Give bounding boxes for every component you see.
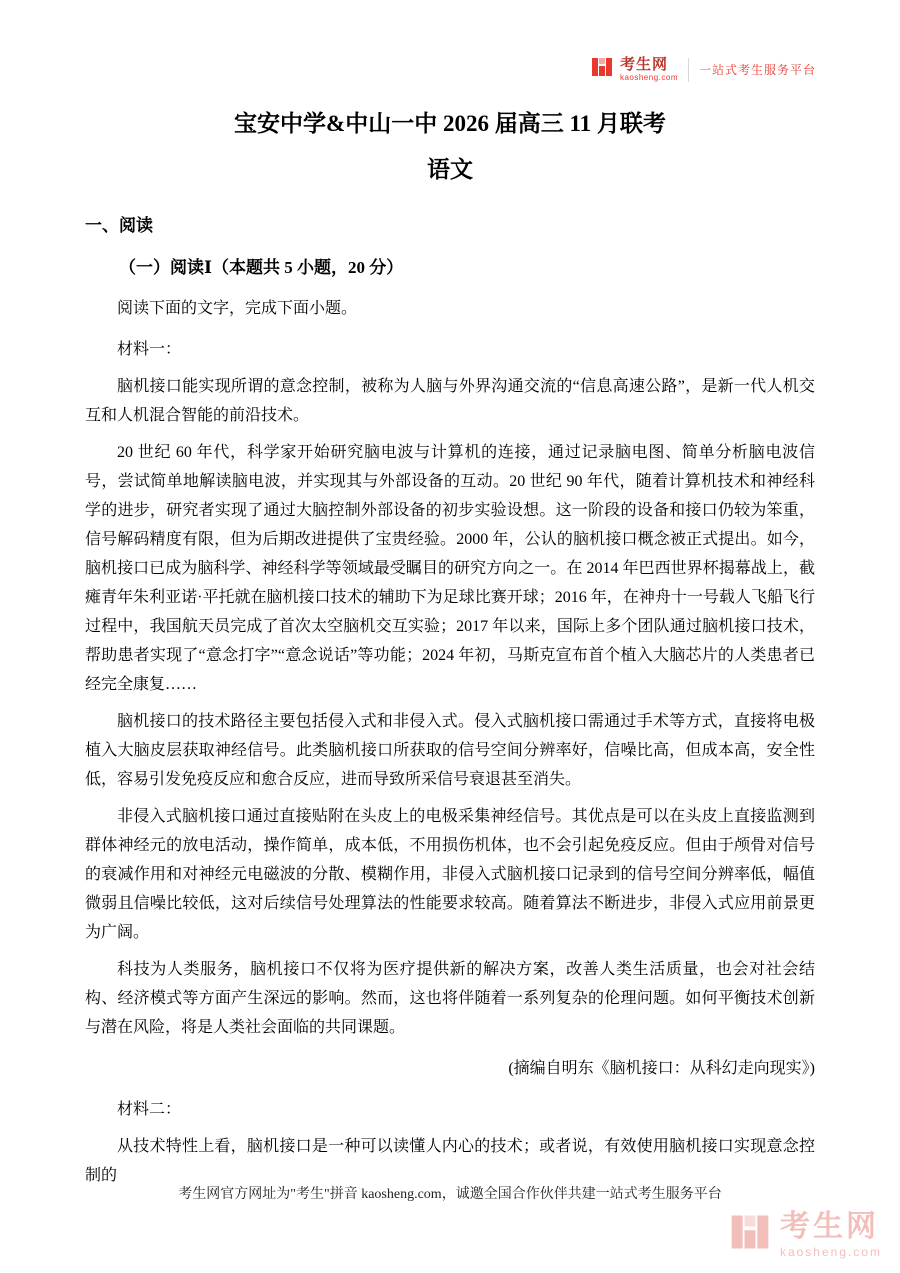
material-1-paragraph-2: 20 世纪 60 年代，科学家开始研究脑电波与计算机的连接，通过记录脑电图、简单分析脑电波信号，尝试简单地解读脑电波，并实现其与外部设备的互动。20 世纪 90 年代，随着计算机技术和神经科学的进步，研究者实现了通过大脑控制外部设备的初步实验设想。这一阶段的设备和接口仍较为笨重，信号解码精度有限，但为后期改进提供了宝贵经验。2000 年，公认的脑机接口概念被正式提出。如今，脑机接口已成为脑科学、神经科学等领域最受瞩目的研究方向之一。在 2014 年巴西世界杯揭幕战上，截瘫青年朱利亚诺·平托就在脑机接口技术的辅助下为足球比赛开球；2016 年，在神舟十一号载人飞船飞行过程中，我国航天员完成了首次太空脑机交互实验；2017 年以来，国际上多个团队通过脑机接口技术，帮助患者实现了“意念打字”“意念说话”等功能；2024 年初，马斯克宣布首个植入大脑芯片的人类患者已经完全康复…… (85, 444, 815, 693)
material-1-paragraph-5: 科技为人类服务，脑机接口不仅将为医疗提供新的解决方案，改善人类生活质量，也会对社会结构、经济模式等方面产生深远的影响。然而，这也将伴随着一系列复杂的伦理问题。如何平衡技术创新与潜在风险，将是人类社会面临的共同课题。 (85, 961, 815, 1036)
kaosheng-logo-icon (590, 55, 614, 84)
material-1-label: 材料一： (117, 341, 182, 358)
material-1-paragraph-1: 脑机接口能实现所谓的意念控制，被称为人脑与外界沟通交流的“信息高速公路”，是新一代人机交互和人机混合智能的前沿技术。 (85, 378, 815, 424)
watermark-name: 考生网 (779, 1209, 879, 1243)
watermark-domain: kaosheng.com (779, 1244, 882, 1259)
exam-subject: 语文 (427, 157, 473, 182)
reading-instruction: 阅读下面的文字，完成下面小题。 (117, 300, 358, 317)
material-2-paragraph-1: 从技术特性上看，脑机接口是一种可以读懂人内心的技术；或者说，有效使用脑机接口实现意念控制的 (85, 1138, 815, 1184)
logo-tagline: 一站式考生服务平台 (698, 63, 816, 77)
material-1-paragraph-3: 脑机接口的技术路径主要包括侵入式和非侵入式。侵入式脑机接口需通过手术等方式，直接将电极植入大脑皮层获取神经信号。此类脑机接口所获取的信号空间分辨率好，信噪比高，但成本高，安全性低，容易引发免疫反应和愈合反应，进而导致所采信号衰退甚至消失。 (85, 713, 815, 788)
logo-name: 考生网 (619, 56, 668, 73)
kaosheng-logo-text (620, 57, 678, 82)
subsection-heading-reading-1: （一）阅读Ⅰ（本题共 5 小题，20 分） (119, 258, 404, 277)
material-1-attribution: (摘编自明东《脑机接口：从科幻走向现实》) (508, 1060, 815, 1077)
kaosheng-watermark (728, 1210, 882, 1259)
footer-note: 考生网官方网址为"考生"拼音 kaosheng.com，诚邀全国合作伙伴共建一站式考生服务平台 (178, 1187, 722, 1202)
logo-domain: kaosheng.com (619, 73, 678, 82)
watermark-text (779, 1209, 882, 1259)
exam-title: 宝安中学&中山一中 2026 届高三 11 月联考 (234, 111, 666, 136)
material-1-paragraph-4: 非侵入式脑机接口通过直接贴附在头皮上的电极采集神经信号。其优点是可以在头皮上直接监测到群体神经元的放电活动，操作简单，成本低，不用损伤机体，也不会引起免疫反应。但由于颅骨对信号的衰减作用和对神经元电磁波的分散、模糊作用，非侵入式脑机接口记录到的信号空间分辨率低，幅值微弱且信噪比较低，这对后续信号处理算法的性能要求较高。随着算法不断进步，非侵入式应用前景更为广阔。 (85, 808, 815, 941)
section-heading-reading: 一、阅读 (85, 216, 153, 235)
kaosheng-watermark-icon (728, 1210, 772, 1259)
material-2-label: 材料二： (117, 1101, 182, 1118)
logo-divider (688, 58, 689, 82)
kaosheng-logo (590, 55, 816, 84)
